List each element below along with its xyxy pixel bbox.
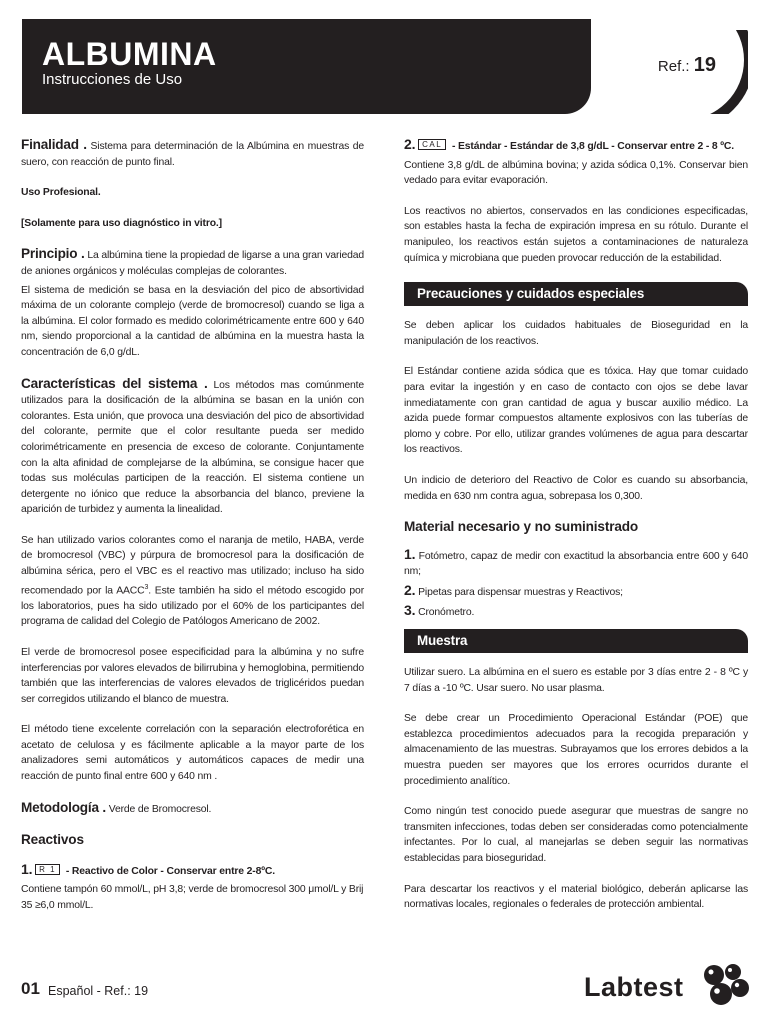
material-heading: Material necesario y no suministrado [404,519,639,535]
cal-code-box: CAL [418,139,446,150]
left-column [21,137,364,929]
caracteristicas-heading: Características del sistema . [21,375,208,391]
ref-label-text: Ref.: [657,58,690,75]
precauciones-text-1: Se deben aplicar los cuidados habituales de Bioseguridad en la manipulación de los reactivos. [404,320,748,347]
reactivo-1-title: - Reactivo de Color - Conservar entre 2-8ºC. [65,865,275,877]
principio-paragraph [21,246,364,279]
reactivo-1-text-b: μmol/L y Brij 35 ≥6,0 mmol/L. [21,884,364,912]
reactivos-estabilidad-text: Los reactivos no abiertos, conservados en las condiciones especificadas, son estables hasta la fecha de expiración impresa en su rótulo. Durante el manipuleo, los reactivos están sujetos a contaminaciones de naturaleza química y microbiana que pueden provocar reducción de la estabilidad. [404,205,748,264]
footer-text: Español - Ref.: 19 [48,984,149,998]
reactivo-1-text [21,882,364,913]
precauciones-text-2: El Estándar contiene azida sódica que es tóxica. Hay que tomar cuidado para evitar la ingestión y en caso de contacto con ojos se debe lavar inmediatamente con gran cantidad de agua y buscar auxilio médico. La azida puede formar compuestos altamente explosivos con las tuberías de plomo y cobre. Por ello, utilizar grandes volúmenes de agua para descartar los reactivos. [404,366,748,456]
corner-arc-decoration [700,30,748,114]
logo-bubbles-icon [702,962,750,1008]
r1-code-box: R 1 [35,864,60,875]
material-item-2 [404,583,748,601]
muestra-text-4: Para descartar los reactivos y el material biológico, deberán aplicarse las normativas locales, regionales o federales de protección ambiental. [404,883,748,911]
right-column [404,137,748,928]
material-3-number: 3. [404,602,416,619]
colorantes-paragraph [21,533,364,630]
estandar-number: 2. [404,136,416,152]
especificidad-paragraph: El verde de bromocresol posee especificidad para la albúmina y no sufre interferencias por valores elevados de bilirrubina y hemoglobina, permitiendo también que las interferencias de valores elevados de triglicéridos puedan ser corregidos utilizando el blanco de muestra. [21,646,364,705]
page-number: 01 [21,979,40,998]
muestra-text-2: Se debe crear un Procedimiento Operacional Estándar (POE) que establezca procedimientos adecuados para la recogida preparación y almacenamiento de las muestras. Subrayamos que los errores debidos a la muestra pueden ser mayores que los errores ocurridos durante el procedimiento analítico. [404,713,748,787]
correlacion-paragraph: El método tiene excelente correlación con la separación electroforética en acetato de celulosa y es fácilmente aplicable a la mayor parte de los analizadores semi automáticos y automáticos capaces de medir una reacción de punto final entre 600 y 640 nm . [21,724,364,783]
precauciones-text-3: Un indicio de deterioro del Reactivo de Color es cuando su absorbancia, medida en 630 nm contra agua, sobrepasa los 0,300. [404,474,748,502]
material-3-text: Cronómetro. [418,607,475,619]
material-2-text: Pipetas para dispensar muestras y Reactivos; [418,586,623,598]
reactivo-1-text-a: Contiene tampón 60 mmol/L, pH 3,8; verde de bromocresol 300 [21,884,309,896]
material-2-number: 2. [404,581,416,598]
material-item-1 [404,547,748,580]
principio-text: La albúmina tiene la propiedad de ligarse a una gran variedad de aniones orgánicos y moléculas complejas de colorantes. [21,250,364,277]
principio-heading: Principio . [21,246,85,262]
labtest-logo [584,962,750,1008]
principio-paragraph-2: El sistema de medición se basa en la desviación del pico de absortividad máxima de un colorante complejo (verde de bromocresol) cuando se liga a la albúmina. El color formado es medido colorimétricamente entre 600 y 640 nm, siendo proporcional a la cantidad de albúmina en la muestra hasta la concentración de 6,0 g/dL. [21,284,364,358]
logo-wordmark: Labtest [584,972,684,1002]
estandar-heading [404,137,748,155]
metodologia-text: Verde de Bromocresol. [108,803,212,815]
reactivo-1-heading [21,862,364,880]
reactivos-heading: Reactivos [21,832,84,848]
colorantes-text-a: Se han utilizado varios colorantes como el naranja de metilo, HABA, verde de bromocresol (VBC) y púrpura de bromocresol para la dosificación de albúmina sérica, pero el VBC es el reactivo mas utilizado; incluso ha sido recomendado por la AACC [21,534,364,597]
finalidad-text: Sistema para determinación de la Albúmina en muestras de suero, con reacción de punto final. [21,141,364,168]
metodologia-heading: Metodología . [21,799,106,815]
finalidad-paragraph [21,137,364,170]
reference-superscript: 3 [144,583,149,591]
material-1-text: Fotómetro, capaz de medir con exactitud la absorbancia entre 600 y 640 nm; [404,550,748,578]
finalidad-heading: Finalidad . [21,137,87,152]
muestra-text-1: Utilizar suero. La albúmina en el suero es estable por 3 días entre 2 - 8 ºC y 7 días a -10 ºC. Usar suero. No usar plasma. [404,667,748,694]
uso-profesional: Uso Profesional. [21,187,101,199]
ref-number: 19 [693,54,716,76]
document-title: ALBUMINA [42,36,217,72]
reactivo-1-number: 1. [21,860,33,877]
diagnostico-notice: [Solamente para uso diagnóstico in vitro.] [21,217,222,229]
material-item-3 [404,603,748,621]
caracteristicas-text: Los métodos mas comúnmente utilizados para la dosificación de la albúmina se basan en la unión con colorantes. Esta unión, que provoca una desviación del pico de absortividad del colorante, permite que el color resultante pueda ser medido colorimétricamente en presencia de exceso de colorante. Conjuntamente con la alta afinidad de complejarse de la albúmina, se consigue hacer que todas sus moléculas participen de la reacción. El sistema contiene un detergente no iónico que reduce la absorbancia del blanco, previene la aparición de turbidez y aumenta la linealidad. [21,379,364,516]
colorantes-text-b: . Este también ha sido el método escogido por los laboratorios, pues ha sido utilizado por el 60% de los participantes del programa de calidad del Colegio de Patólogos Americano de 2002. [21,585,365,628]
muestra-text-3: Como ningún test conocido puede asegurar que muestras de sangre no transmiten infecciones, todas deben ser consideradas como potencialmente infectantes. Por lo cual, al manejarlas se deben seguir las normativas establecidas para bioseguridad. [404,806,748,864]
muestra-bar: Muestra [404,629,748,653]
document-subtitle: Instrucciones de Uso [42,71,183,88]
caracteristicas-paragraph [21,376,364,518]
precauciones-bar: Precauciones y cuidados especiales [404,282,748,306]
material-1-number: 1. [404,545,416,562]
estandar-text: Contiene 3,8 g/dL de albúmina bovina; y azida sódica 0,1%. Conservar bien vedado para evitar evaporación. [404,159,748,187]
metodologia-paragraph [21,800,364,818]
estandar-title: - Estándar - Estándar de 3,8 g/dL - Conservar entre 2 - 8 ºC. [451,141,734,152]
